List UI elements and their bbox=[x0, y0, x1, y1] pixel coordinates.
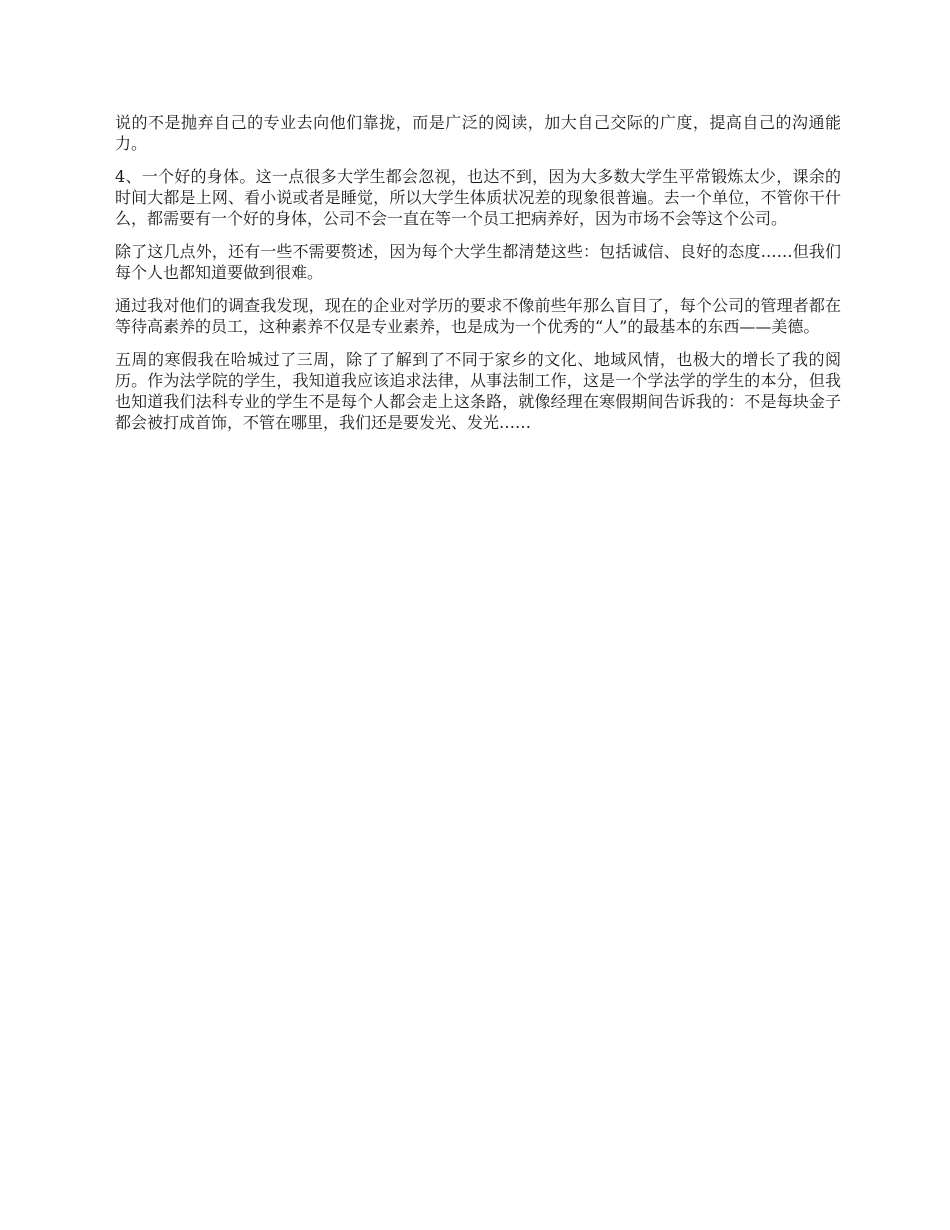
paragraph-winter-break: 五周的寒假我在哈城过了三周，除了了解到了不同于家乡的文化、地域风情，也极大的增长了我的阅历。作为法学院的学生，我知道我应该追求法律，从事法制工作，这是一个学法学的学生的本分，但我也知道我们法科专业的学生不是每个人都会走上这条路，就像经理在寒假期间告诉我的：不是每块金子都会被打成首饰，不管在哪里，我们还是要发光、发光…… bbox=[115, 350, 841, 432]
paragraph-health: 4、一个好的身体。这一点很多大学生都会忽视，也达不到，因为大多数大学生平常锻炼太少，课余的时间大都是上网、看小说或者是睡觉，所以大学生体质状况差的现象很普遍。去一个单位，不管你干什么，都需要有一个好的身体，公司不会一直在等一个员工把病养好，因为市场不会等这个公司。 bbox=[115, 167, 841, 228]
document-page bbox=[115, 112, 841, 445]
paragraph-survey-findings: 通过我对他们的调查我发现，现在的企业对学历的要求不像前些年那么盲目了，每个公司的管理者都在等待高素养的员工，这种素养不仅是专业素养，也是成为一个优秀的“人”的最基本的东西——美德。 bbox=[115, 296, 841, 336]
paragraph-other-qualities: 除了这几点外，还有一些不需要赘述，因为每个大学生都清楚这些：包括诚信、良好的态度……但我们每个人也都知道要做到很难。 bbox=[115, 242, 841, 282]
paragraph-communication: 说的不是抛弃自己的专业去向他们靠拢，而是广泛的阅读，加大自己交际的广度，提高自己的沟通能力。 bbox=[115, 113, 841, 153]
